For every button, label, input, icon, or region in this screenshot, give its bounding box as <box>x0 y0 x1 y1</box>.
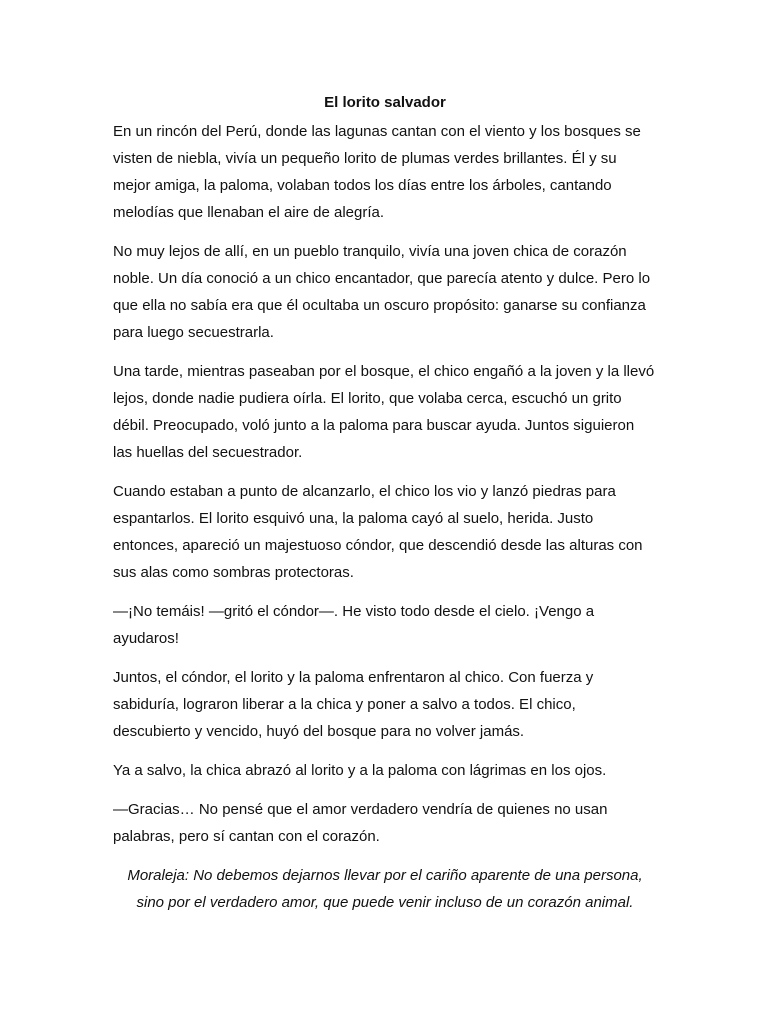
document-page <box>113 92 657 916</box>
moral-text: Moraleja: No debemos dejarnos llevar por el cariño aparente de una persona, sino por el verdadero amor, que puede venir incluso de un corazón animal. <box>127 867 643 911</box>
paragraph-2: No muy lejos de allí, en un pueblo tranquilo, vivía una joven chica de corazón noble. Un día conoció a un chico encantador, que parecía atento y dulce. Pero lo que ella no sabía era que él ocultaba un oscuro propósito: ganarse su confianza para luego secuestrarla. <box>113 243 651 341</box>
paragraph-6: Juntos, el cóndor, el lorito y la paloma enfrentaron al chico. Con fuerza y sabiduría, lograron liberar a la chica y poner a salvo a todos. El chico, descubierto y vencido, huyó del bosque para no volver jamás. <box>113 669 594 740</box>
paragraph-4: Cuando estaban a punto de alcanzarlo, el chico los vio y lanzó piedras para espantarlos. El lorito esquivó una, la paloma cayó al suelo, herida. Justo entonces, apareció un majestuoso cóndor, que descendió desde las alturas con sus alas como sombras protectoras. <box>113 483 643 581</box>
paragraph-5: —¡No temáis! —gritó el cóndor—. He visto todo desde el cielo. ¡Vengo a ayudaros! <box>113 603 595 647</box>
paragraph-8: —Gracias… No pensé que el amor verdadero vendría de quienes no usan palabras, pero sí cantan con el corazón. <box>113 801 608 845</box>
paragraph-3: Una tarde, mientras paseaban por el bosque, el chico engañó a la joven y la llevó lejos, donde nadie pudiera oírla. El lorito, que volaba cerca, escuchó un grito débil. Preocupado, voló junto a la paloma para buscar ayuda. Juntos siguieron las huellas del secuestrador. <box>113 363 655 461</box>
paragraph-1: En un rincón del Perú, donde las lagunas cantan con el viento y los bosques se visten de niebla, vivía un pequeño lorito de plumas verdes brillantes. Él y su mejor amiga, la paloma, volaban todos los días entre los árboles, cantando melodías que llenaban el aire de alegría. <box>113 123 641 221</box>
paragraph-7: Ya a salvo, la chica abrazó al lorito y a la paloma con lágrimas en los ojos. <box>113 762 607 779</box>
document-title: El lorito salvador <box>324 94 446 111</box>
